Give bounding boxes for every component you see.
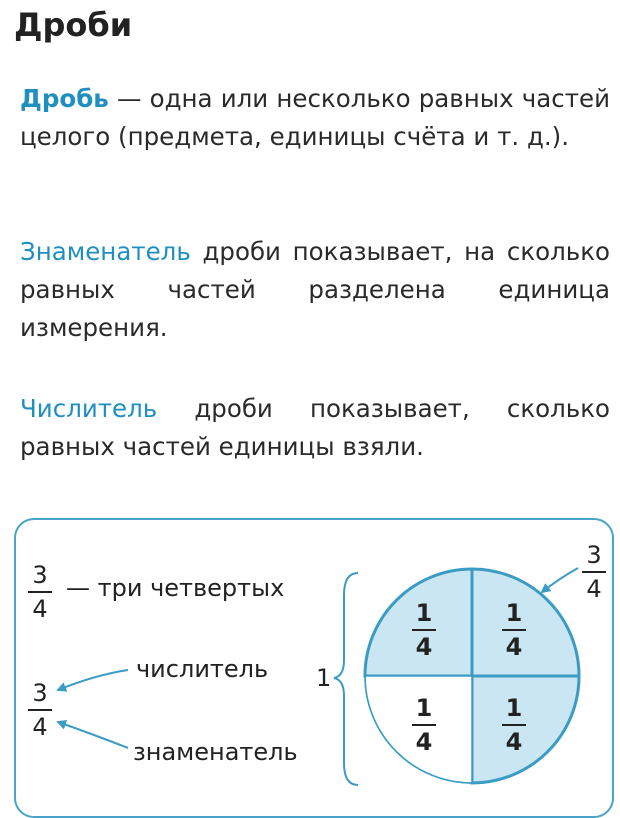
quarter-label-top-left (410, 600, 438, 660)
quarter-num: 1 (505, 694, 523, 722)
labeled-fraction-bar (28, 709, 52, 711)
term-fraction: Дробь (20, 84, 109, 113)
quarter-den: 4 (415, 728, 433, 756)
page-title: Дроби (14, 6, 133, 44)
shaded-fraction-numerator: 3 (586, 541, 602, 569)
quarter-den: 4 (415, 633, 433, 661)
numerator-definition-text: дроби показывает, сколько равных частей единицы взяли. (20, 394, 610, 461)
quarter-num: 1 (415, 694, 433, 722)
denominator-definition-text: дроби показывает, на сколько равных частей разделена единица измерения. (20, 237, 610, 342)
term-denominator: Знаменатель (20, 237, 191, 266)
quarter-num: 1 (415, 599, 433, 627)
shaded-fraction-bar (582, 571, 606, 573)
quarter-label-bottom-left (410, 695, 438, 755)
shaded-fraction-arrow (542, 568, 578, 592)
quarter-bar (412, 724, 436, 726)
labeled-denominator: 4 (32, 713, 48, 741)
whole-label: 1 (316, 664, 332, 692)
quarter-den: 4 (505, 633, 523, 661)
quarter-label-bottom-right (500, 695, 528, 755)
numerator-label: числитель (136, 655, 269, 683)
shaded-fraction-denominator: 4 (586, 575, 602, 603)
denominator-arrow (58, 722, 128, 748)
quarter-bar (412, 629, 436, 631)
labeled-numerator: 3 (32, 679, 48, 707)
numerator-arrow (58, 670, 128, 690)
quarter-num: 1 (505, 599, 523, 627)
fraction-bar (28, 591, 52, 593)
fraction-definition-text: — одна или несколько равных частей целого (предмета, единицы счёта и т. д.). (20, 84, 610, 151)
fraction-three-quarters (26, 562, 54, 622)
fraction-labeled (26, 680, 54, 740)
denominator-label: знаменатель (133, 738, 298, 766)
fraction-name-label: — три четвертых (66, 574, 285, 602)
quarter-den: 4 (505, 728, 523, 756)
quarter-bar (502, 629, 526, 631)
shaded-fraction (580, 542, 608, 602)
fraction-numerator: 3 (32, 561, 48, 589)
fraction-denominator: 4 (32, 595, 48, 623)
quarter-bar (502, 724, 526, 726)
quarter-label-top-right (500, 600, 528, 660)
term-numerator: Числитель (20, 394, 158, 423)
whole-brace (334, 573, 358, 785)
